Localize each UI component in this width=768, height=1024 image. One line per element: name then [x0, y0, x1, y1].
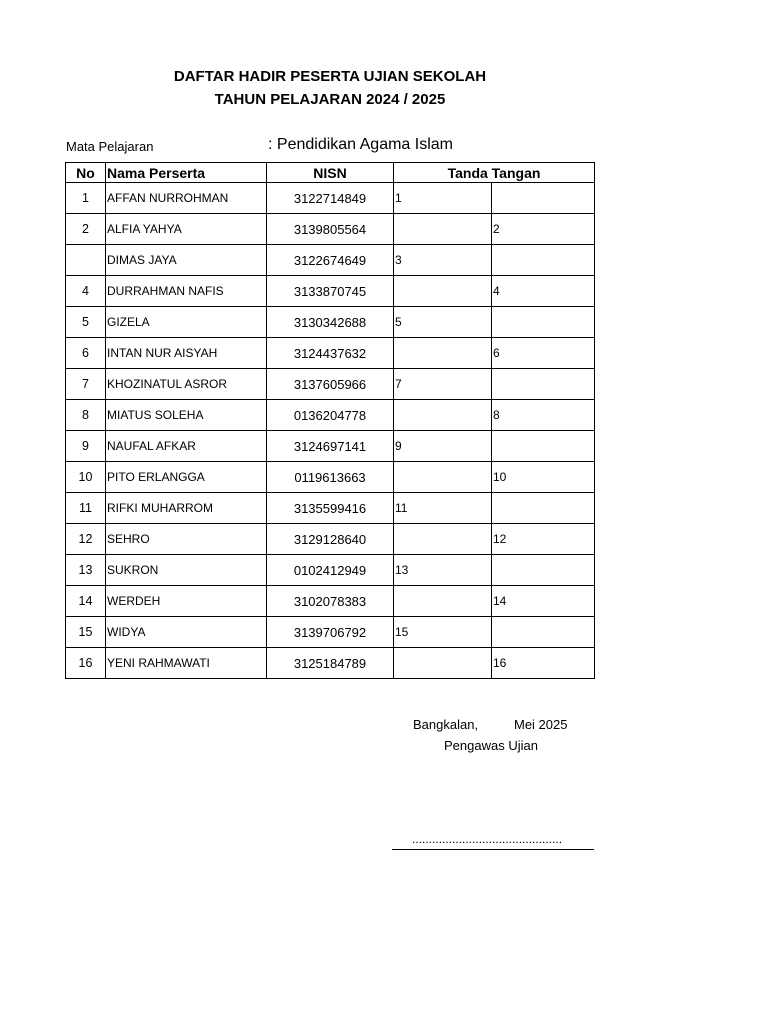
participant-nisn: 3122714849: [267, 183, 394, 214]
row-number: 2: [66, 214, 106, 245]
signature-cell-left[interactable]: 9: [394, 431, 492, 462]
signature-cell-left[interactable]: [394, 214, 492, 245]
signature-cell-left[interactable]: [394, 400, 492, 431]
signature-cell-left[interactable]: [394, 586, 492, 617]
signature-cell-left[interactable]: 5: [394, 307, 492, 338]
signature-date: Mei 2025: [514, 717, 568, 732]
row-number: 16: [66, 648, 106, 679]
signature-cell-right[interactable]: 12: [492, 524, 595, 555]
table-row: [66, 307, 595, 338]
table-row: [66, 431, 595, 462]
signature-cell-right[interactable]: 14: [492, 586, 595, 617]
participant-nisn: 0136204778: [267, 400, 394, 431]
participant-nisn: 3124697141: [267, 431, 394, 462]
document-subtitle: TAHUN PELAJARAN 2024 / 2025: [214, 91, 446, 108]
signature-cell-left[interactable]: 15: [394, 617, 492, 648]
signature-cell-right[interactable]: [492, 307, 595, 338]
row-number: 12: [66, 524, 106, 555]
row-number: 4: [66, 276, 106, 307]
signature-place: Bangkalan,: [413, 717, 479, 732]
signature-cell-left[interactable]: [394, 648, 492, 679]
signature-cell-right[interactable]: [492, 183, 595, 214]
participant-name: YENI RAHMAWATI: [106, 648, 267, 679]
table-header-row: [66, 163, 595, 183]
row-number: 15: [66, 617, 106, 648]
participant-nisn: 3122674649: [267, 245, 394, 276]
signature-cell-right[interactable]: [492, 431, 595, 462]
signature-cell-right[interactable]: 6: [492, 338, 595, 369]
signature-cell-right[interactable]: [492, 369, 595, 400]
table-row: [66, 276, 595, 307]
participant-name: MIATUS SOLEHA: [106, 400, 267, 431]
signature-cell-left[interactable]: [394, 524, 492, 555]
participant-name: RIFKI MUHARROM: [106, 493, 267, 524]
document-title: DAFTAR HADIR PESERTA UJIAN SEKOLAH: [173, 68, 487, 85]
signature-cell-left[interactable]: [394, 462, 492, 493]
header-no: No: [66, 163, 106, 183]
participant-nisn: 3124437632: [267, 338, 394, 369]
row-number: 10: [66, 462, 106, 493]
row-number: 6: [66, 338, 106, 369]
participant-nisn: 3129128640: [267, 524, 394, 555]
participant-name: DURRAHMAN NAFIS: [106, 276, 267, 307]
participant-name: SEHRO: [106, 524, 267, 555]
table-row: [66, 369, 595, 400]
header-name: Nama Perserta: [106, 163, 267, 183]
participant-name: AFFAN NURROHMAN: [106, 183, 267, 214]
participant-name: PITO ERLANGGA: [106, 462, 267, 493]
signature-cell-left[interactable]: 1: [394, 183, 492, 214]
participant-nisn: 3139706792: [267, 617, 394, 648]
participant-nisn: 3139805564: [267, 214, 394, 245]
signature-cell-left[interactable]: [394, 338, 492, 369]
participant-name: INTAN NUR AISYAH: [106, 338, 267, 369]
participant-nisn: 0102412949: [267, 555, 394, 586]
table-row: [66, 524, 595, 555]
participant-name: NAUFAL AFKAR: [106, 431, 267, 462]
table-row: [66, 648, 595, 679]
participant-name: DIMAS JAYA: [106, 245, 267, 276]
table-row: [66, 183, 595, 214]
signature-cell-left[interactable]: 7: [394, 369, 492, 400]
table-row: [66, 462, 595, 493]
participant-nisn: 0119613663: [267, 462, 394, 493]
participant-nisn: 3102078383: [267, 586, 394, 617]
subject-value: : Pendidikan Agama Islam: [268, 136, 453, 153]
participant-name: GIZELA: [106, 307, 267, 338]
signature-cell-right[interactable]: 4: [492, 276, 595, 307]
participant-nisn: 3133870745: [267, 276, 394, 307]
participant-name: SUKRON: [106, 555, 267, 586]
signature-cell-left[interactable]: 3: [394, 245, 492, 276]
row-number: 13: [66, 555, 106, 586]
signature-cell-right[interactable]: 16: [492, 648, 595, 679]
table-row: [66, 214, 595, 245]
participant-name: WERDEH: [106, 586, 267, 617]
row-number: 7: [66, 369, 106, 400]
attendance-table: [65, 162, 595, 679]
signature-cell-right[interactable]: 10: [492, 462, 595, 493]
signature-dots: .............................................: [412, 832, 563, 846]
row-number: 5: [66, 307, 106, 338]
row-number: 8: [66, 400, 106, 431]
row-number: [66, 245, 106, 276]
signature-cell-left[interactable]: 11: [394, 493, 492, 524]
row-number: 1: [66, 183, 106, 214]
signature-cell-right[interactable]: 8: [492, 400, 595, 431]
participant-name: WIDYA: [106, 617, 267, 648]
signature-line: [392, 849, 594, 850]
table-row: [66, 245, 595, 276]
participant-name: KHOZINATUL ASROR: [106, 369, 267, 400]
row-number: 11: [66, 493, 106, 524]
signature-cell-left[interactable]: 13: [394, 555, 492, 586]
participant-nisn: 3137605966: [267, 369, 394, 400]
subject-label: Mata Pelajaran: [66, 139, 154, 154]
signature-cell-right[interactable]: [492, 493, 595, 524]
row-number: 9: [66, 431, 106, 462]
header-nisn: NISN: [267, 163, 394, 183]
participant-nisn: 3130342688: [267, 307, 394, 338]
table-row: [66, 617, 595, 648]
signature-cell-right[interactable]: [492, 555, 595, 586]
signature-cell-left[interactable]: [394, 276, 492, 307]
table-row: [66, 338, 595, 369]
participant-name: ALFIA YAHYA: [106, 214, 267, 245]
row-number: 14: [66, 586, 106, 617]
table-row: [66, 493, 595, 524]
header-signature: Tanda Tangan: [394, 163, 595, 183]
table-row: [66, 586, 595, 617]
signature-role: Pengawas Ujian: [444, 738, 538, 753]
signature-cell-right[interactable]: 2: [492, 214, 595, 245]
signature-cell-right[interactable]: [492, 245, 595, 276]
participant-nisn: 3135599416: [267, 493, 394, 524]
participant-nisn: 3125184789: [267, 648, 394, 679]
table-row: [66, 555, 595, 586]
table-row: [66, 400, 595, 431]
signature-cell-right[interactable]: [492, 617, 595, 648]
